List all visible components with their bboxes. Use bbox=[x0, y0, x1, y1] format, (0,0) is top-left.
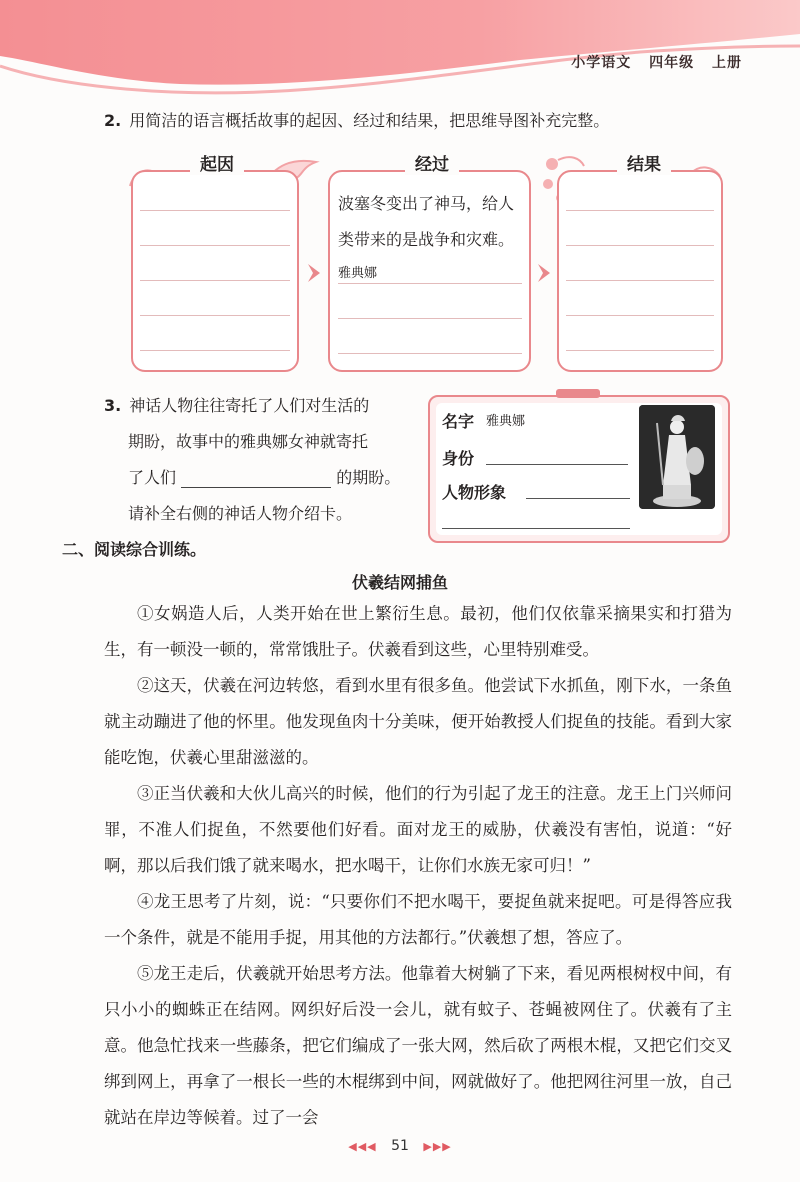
paragraph-1 bbox=[104, 596, 732, 668]
cause-label: 起因 bbox=[190, 150, 244, 175]
question-2-number: 2. bbox=[104, 111, 122, 130]
process-label: 经过 bbox=[405, 150, 459, 175]
book-meta bbox=[559, 52, 742, 72]
left-arrows-icon: ◀◀◀ bbox=[348, 1140, 377, 1153]
question-3-line-1: 神话人物往往寄托了人们对生活的 bbox=[129, 396, 370, 415]
result-line bbox=[566, 350, 714, 351]
question-3 bbox=[104, 388, 414, 532]
card-tab bbox=[556, 389, 600, 398]
result-line bbox=[566, 210, 714, 211]
question-3-number: 3. bbox=[104, 396, 122, 415]
paragraph-4-text: ④龙王思考了片刻，说：“只要你们不把水喝干，要捉鱼就来捉吧。可是得答应我一个条件，就是不能用手捉，用其他的方法都行。”伏羲想了想，答应了。 bbox=[104, 892, 732, 947]
question-3-line-3a: 了人们 bbox=[128, 468, 177, 487]
page-footer bbox=[0, 1138, 800, 1154]
question-2-text: 用简洁的语言概括故事的起因、经过和结果，把思维导图补充完整。 bbox=[129, 111, 610, 130]
section-2-heading: 二、阅读综合训练。 bbox=[62, 540, 207, 559]
expectation-blank[interactable] bbox=[181, 470, 331, 488]
story-title: 伏羲结网捕鱼 bbox=[351, 573, 448, 592]
paragraph-5 bbox=[104, 956, 732, 1136]
right-arrows-icon: ▶▶▶ bbox=[423, 1140, 452, 1153]
paragraph-5-text: ⑤龙王走后，伏羲就开始思考方法。他靠着大树躺了下来，看见两根树杈中间，有只小小的蜘蛛正在结网。网织好后没一会儿，就有蚊子、苍蝇被网住了。伏羲有了主意。他急忙找来一些藤条，把它们编成了一张大网，然后砍了两根木棍，又把它们交叉绑到网上，再拿了一根长一些的木棍绑到中间，网就做好了。他把网往河里一放，自己就站在岸边等候着。过了一会 bbox=[104, 964, 732, 1127]
paragraph-3 bbox=[104, 776, 732, 884]
paragraph-2 bbox=[104, 668, 732, 776]
athena-statue-image bbox=[639, 405, 715, 509]
cause-line bbox=[140, 315, 290, 316]
paragraph-2-text: ②这天，伏羲在河边转悠，看到水里有很多鱼。他尝试下水抓鱼，刚下水，一条鱼就主动蹦进了他的怀里。他发现鱼肉十分美味，便开始教授人们捉鱼的技能。看到大家能吃饱，伏羲心里甜滋滋的。 bbox=[104, 676, 732, 767]
card-identity-label: 身份 bbox=[442, 449, 475, 468]
cause-line bbox=[140, 280, 290, 281]
paragraph-3-text: ③正当伏羲和大伙儿高兴的时候，他们的行为引起了龙王的注意。龙王上门兴师问罪，不准人们捉鱼，不然要他们好看。面对龙王的威胁，伏羲没有害怕，说道：“好啊，那以后我们饿了就来喝水，把水喝干，让你们水族无家可归！” bbox=[104, 784, 732, 875]
result-label: 结果 bbox=[617, 150, 671, 175]
chevron-right-icon bbox=[305, 262, 323, 284]
image-answer-line-2[interactable] bbox=[442, 528, 630, 529]
process-line-1: 波塞冬变出了神马，给人 bbox=[338, 194, 515, 213]
identity-answer-line[interactable] bbox=[486, 464, 628, 465]
process-line bbox=[338, 353, 522, 354]
process-line-2: 类带来的是战争和灾难。 bbox=[338, 230, 515, 249]
image-answer-line[interactable] bbox=[526, 498, 630, 499]
process-text bbox=[338, 186, 528, 258]
paragraph-1-text: ①女娲造人后，人类开始在世上繁衍生息。最初，他们仅依靠采摘果实和打猎为生，有一顿没一顿的，常常饿肚子。伏羲看到这些，心里特别难受。 bbox=[104, 604, 732, 659]
question-3-line-2: 期盼，故事中的雅典娜女神就寄托 bbox=[128, 432, 369, 451]
card-name-value: 雅典娜 bbox=[486, 414, 526, 429]
result-line bbox=[566, 280, 714, 281]
question-3-line-4: 请补全右侧的神话人物介绍卡。 bbox=[128, 504, 353, 523]
cause-line bbox=[140, 210, 290, 211]
result-line bbox=[566, 315, 714, 316]
paragraph-4 bbox=[104, 884, 732, 956]
card-name-label: 名字 bbox=[442, 412, 475, 431]
card-image-label: 人物形象 bbox=[442, 483, 507, 502]
question-2 bbox=[104, 108, 609, 131]
chevron-right-icon bbox=[535, 262, 553, 284]
volume-label: 上册 bbox=[712, 55, 742, 71]
cause-line bbox=[140, 245, 290, 246]
subject-label: 小学语文 bbox=[571, 55, 632, 71]
cause-box[interactable] bbox=[131, 170, 299, 372]
process-line bbox=[338, 318, 522, 319]
header-band bbox=[0, 0, 800, 100]
result-box[interactable] bbox=[557, 170, 723, 372]
process-line bbox=[338, 283, 522, 284]
result-line bbox=[566, 245, 714, 246]
process-name: 雅典娜 bbox=[338, 266, 378, 281]
page-number: 51 bbox=[391, 1138, 409, 1154]
question-3-line-3b: 的期盼。 bbox=[336, 468, 401, 487]
cause-line bbox=[140, 350, 290, 351]
grade-label: 四年级 bbox=[649, 55, 695, 71]
